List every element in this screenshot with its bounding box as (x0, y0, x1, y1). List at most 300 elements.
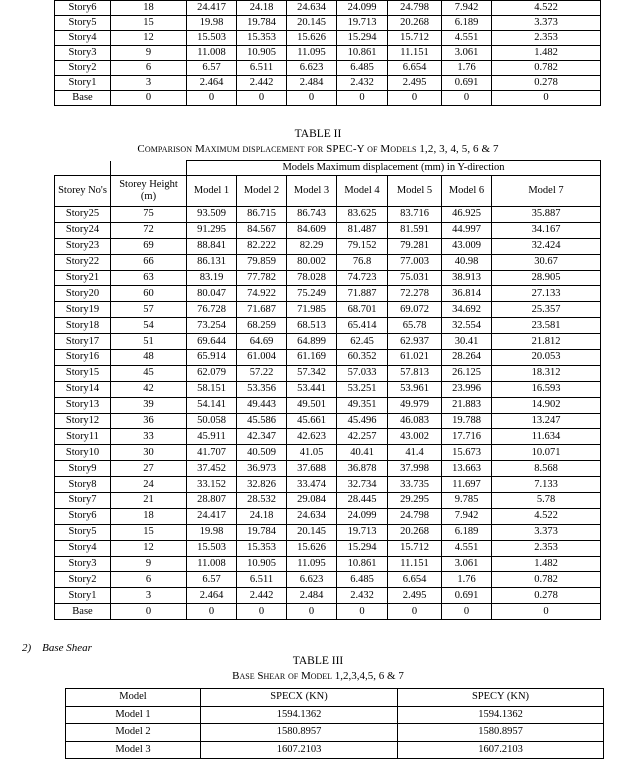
table-cell: 0 (111, 91, 187, 106)
column-header: Model 7 (492, 176, 601, 207)
table-cell: Story3 (55, 46, 111, 61)
table-cell: 68.513 (287, 318, 337, 334)
table-cell: 34.692 (442, 302, 492, 318)
table-row (55, 365, 601, 381)
table-cell: 1607.2103 (398, 741, 604, 759)
table-cell: 49.501 (287, 397, 337, 413)
displacement-table-spec-y (54, 160, 601, 620)
table-cell: 72.278 (388, 286, 442, 302)
table-cell: 45 (111, 365, 187, 381)
table-cell: 2.464 (187, 588, 237, 604)
table-cell: 15.294 (337, 540, 388, 556)
table-cell: Model 3 (66, 741, 201, 759)
table-cell: 43.009 (442, 238, 492, 254)
table-cell: 0.691 (442, 588, 492, 604)
table-cell: 48 (111, 350, 187, 366)
section-heading: 2) Base Shear (22, 642, 92, 654)
table-cell: 32.424 (492, 238, 601, 254)
table-cell: 57.033 (337, 365, 388, 381)
table-cell: 24.18 (237, 508, 287, 524)
table-cell: 18.312 (492, 365, 601, 381)
table-cell: 58.151 (187, 381, 237, 397)
table-cell: 27 (111, 461, 187, 477)
table-cell: 20.145 (287, 16, 337, 31)
table-cell: 1.482 (492, 556, 601, 572)
table-cell: 36.973 (237, 461, 287, 477)
table-row (55, 477, 601, 493)
table-cell: 1594.1362 (201, 706, 398, 724)
table-cell: 6.654 (388, 572, 442, 588)
table-cell: Story2 (55, 572, 111, 588)
table-cell: 26.125 (442, 365, 492, 381)
table-cell: 0.782 (492, 572, 601, 588)
table-cell: 33.735 (388, 477, 442, 493)
table-cell: 36.814 (442, 286, 492, 302)
table-cell: 0 (287, 604, 337, 620)
table-cell: 6.57 (187, 572, 237, 588)
table-cell: 11.095 (287, 556, 337, 572)
table-cell: 15.353 (237, 31, 287, 46)
table-cell: 57.22 (237, 365, 287, 381)
table-cell: 2.495 (388, 76, 442, 91)
table-cell: 34.167 (492, 222, 601, 238)
table-cell: 54 (111, 318, 187, 334)
table-cell: Story11 (55, 429, 111, 445)
table-cell: 79.281 (388, 238, 442, 254)
table-cell: 9.785 (442, 493, 492, 509)
group-header: Models Maximum displacement (mm) in Y-direction (187, 161, 601, 176)
table-cell: 61.021 (388, 350, 442, 366)
table-cell: 12 (111, 31, 187, 46)
table-cell: 53.251 (337, 381, 388, 397)
table-cell: 28.532 (237, 493, 287, 509)
table-cell: 5.78 (492, 493, 601, 509)
table-cell: 51 (111, 334, 187, 350)
table-cell: 39 (111, 397, 187, 413)
table-cell: 65.78 (388, 318, 442, 334)
table-cell: 19.788 (442, 413, 492, 429)
table-cell: 65.914 (187, 350, 237, 366)
table-cell: Story20 (55, 286, 111, 302)
table-cell: 8.568 (492, 461, 601, 477)
table-cell: 2.432 (337, 588, 388, 604)
table-cell: Story6 (55, 508, 111, 524)
table-cell: 6.57 (187, 61, 237, 76)
table-cell: 3.061 (442, 46, 492, 61)
table-cell: 4.522 (492, 508, 601, 524)
table-cell: 13.247 (492, 413, 601, 429)
table-row (66, 741, 604, 759)
table-3-title: Base Shear of Model 1,2,3,4,5, 6 & 7 (232, 670, 404, 682)
table-cell: Story5 (55, 524, 111, 540)
table-2-title: Comparison Maximum displacement for SPEC-Y of Models 1,2, 3, 4, 5, 6 & 7 (137, 143, 499, 155)
table-cell: 18 (111, 1, 187, 16)
table-cell: 61.169 (287, 350, 337, 366)
table-cell: 12 (111, 540, 187, 556)
table-cell: 36 (111, 413, 187, 429)
table-cell: Story4 (55, 31, 111, 46)
table-cell: 69 (111, 238, 187, 254)
table-cell: 54.141 (187, 397, 237, 413)
table-cell: 24.18 (237, 1, 287, 16)
table-cell: Story13 (55, 397, 111, 413)
table-cell: 15.503 (187, 31, 237, 46)
table-row (55, 318, 601, 334)
table-cell: Story3 (55, 556, 111, 572)
table-cell: 4.551 (442, 540, 492, 556)
table-cell: 32.826 (237, 477, 287, 493)
table-cell: 15 (111, 16, 187, 31)
table-cell: 11.151 (388, 46, 442, 61)
table-cell: 19.784 (237, 16, 287, 31)
table-cell: 19.713 (337, 16, 388, 31)
table-cell: 0 (187, 91, 237, 106)
table-row (55, 286, 601, 302)
table-cell: Story1 (55, 76, 111, 91)
table-cell: 3 (111, 588, 187, 604)
table-cell: 2.495 (388, 588, 442, 604)
table-cell: Model 1 (66, 706, 201, 724)
table-cell: 19.98 (187, 524, 237, 540)
table-row (55, 1, 601, 16)
table-cell: 7.133 (492, 477, 601, 493)
table-cell: 40.509 (237, 445, 287, 461)
table-cell: 81.487 (337, 222, 388, 238)
table-row (55, 556, 601, 572)
table-cell: 0.278 (492, 76, 601, 91)
table-3-label: TABLE III (292, 655, 344, 667)
table-cell: 77.782 (237, 270, 287, 286)
table-cell: 28.445 (337, 493, 388, 509)
table-cell: 11.008 (187, 556, 237, 572)
table-cell: 69.644 (187, 334, 237, 350)
table-cell: Story22 (55, 254, 111, 270)
table-cell: Story25 (55, 207, 111, 223)
table-cell: 1594.1362 (398, 706, 604, 724)
table-cell: 82.29 (287, 238, 337, 254)
table-cell: 21 (111, 493, 187, 509)
table-cell: 6.189 (442, 16, 492, 31)
table-cell: 6.623 (287, 61, 337, 76)
table-cell: 6.623 (287, 572, 337, 588)
table-cell: 15.712 (388, 540, 442, 556)
column-header: Model (66, 689, 201, 707)
table-cell: 6.485 (337, 572, 388, 588)
table-row (66, 724, 604, 742)
table-cell: 68.701 (337, 302, 388, 318)
table-cell: 10.071 (492, 445, 601, 461)
table-cell: Story24 (55, 222, 111, 238)
table-cell: 15 (111, 524, 187, 540)
table-cell: 13.663 (442, 461, 492, 477)
table-cell: 24.099 (337, 508, 388, 524)
table-cell: 6.654 (388, 61, 442, 76)
table-cell: Story6 (55, 1, 111, 16)
table-cell: 45.496 (337, 413, 388, 429)
table-cell: 76.728 (187, 302, 237, 318)
table-cell: 0 (442, 604, 492, 620)
table-row (55, 604, 601, 620)
table-cell: 20.145 (287, 524, 337, 540)
table-cell: 88.841 (187, 238, 237, 254)
table-cell: 44.997 (442, 222, 492, 238)
table-cell: 42.257 (337, 429, 388, 445)
table-cell: 2.432 (337, 76, 388, 91)
table-cell: 68.259 (237, 318, 287, 334)
table-cell: 28.807 (187, 493, 237, 509)
table-cell: 46.083 (388, 413, 442, 429)
table-cell: 6.189 (442, 524, 492, 540)
table-row (55, 524, 601, 540)
table-cell: 79.859 (237, 254, 287, 270)
table-row (55, 270, 601, 286)
table-cell: 0 (442, 91, 492, 106)
table-cell: 1607.2103 (201, 741, 398, 759)
table-cell: 0.278 (492, 588, 601, 604)
table-cell: 75 (111, 207, 187, 223)
table-cell: 40.98 (442, 254, 492, 270)
column-header: Model 1 (187, 176, 237, 207)
table-cell: 83.716 (388, 207, 442, 223)
table-row (55, 493, 601, 509)
table-cell: 77.003 (388, 254, 442, 270)
table-cell: 57.342 (287, 365, 337, 381)
table-cell: Base (55, 604, 111, 620)
table-cell: 75.031 (388, 270, 442, 286)
table-cell: 11.697 (442, 477, 492, 493)
table-cell: 79.152 (337, 238, 388, 254)
table-cell: 32.734 (337, 477, 388, 493)
table-cell: Story14 (55, 381, 111, 397)
table-row (55, 397, 601, 413)
table-cell: Story9 (55, 461, 111, 477)
table-cell: 19.98 (187, 16, 237, 31)
table-cell: Story7 (55, 493, 111, 509)
table-cell: 3 (111, 76, 187, 91)
table-cell: 37.998 (388, 461, 442, 477)
table-cell: 76.8 (337, 254, 388, 270)
table-cell: 10.861 (337, 46, 388, 61)
table-cell: 62.937 (388, 334, 442, 350)
table-cell: 9 (111, 46, 187, 61)
table-cell: 0 (388, 604, 442, 620)
table-cell: 21.883 (442, 397, 492, 413)
table-cell: 40.41 (337, 445, 388, 461)
table-cell: 43.002 (388, 429, 442, 445)
table-cell: 36.878 (337, 461, 388, 477)
table-row (55, 508, 601, 524)
table-cell: 6 (111, 572, 187, 588)
table-cell: 20.053 (492, 350, 601, 366)
table-cell: 24 (111, 477, 187, 493)
table-cell: 3.061 (442, 556, 492, 572)
table-cell: Story8 (55, 477, 111, 493)
table-cell: 1580.8957 (398, 724, 604, 742)
table-row (55, 76, 601, 91)
table-cell: 93.509 (187, 207, 237, 223)
table-cell: 42.623 (287, 429, 337, 445)
table-cell: Story21 (55, 270, 111, 286)
table-row (55, 61, 601, 76)
table-cell: 49.351 (337, 397, 388, 413)
table-cell: 33.474 (287, 477, 337, 493)
table-cell: 2.353 (492, 540, 601, 556)
table-cell: 78.028 (287, 270, 337, 286)
table-cell: 6.511 (237, 572, 287, 588)
table-cell: 30.67 (492, 254, 601, 270)
table-cell: Story4 (55, 540, 111, 556)
table-cell: 20.268 (388, 524, 442, 540)
table-row (66, 706, 604, 724)
table-cell: 63 (111, 270, 187, 286)
table-cell: 35.887 (492, 207, 601, 223)
table-cell: 49.979 (388, 397, 442, 413)
table-cell: 86.131 (187, 254, 237, 270)
table-cell: Story23 (55, 238, 111, 254)
table-cell: 24.798 (388, 508, 442, 524)
table-cell: 4.551 (442, 31, 492, 46)
table-cell: 2.442 (237, 588, 287, 604)
table-cell: 74.922 (237, 286, 287, 302)
table-row (55, 238, 601, 254)
table-cell: 2.442 (237, 76, 287, 91)
table-cell: 57.813 (388, 365, 442, 381)
table-cell: 57 (111, 302, 187, 318)
table-cell: 32.554 (442, 318, 492, 334)
table-cell: 0 (388, 91, 442, 106)
table-cell: 27.133 (492, 286, 601, 302)
table-cell: 81.591 (388, 222, 442, 238)
table-cell: Story1 (55, 588, 111, 604)
table-cell: 66 (111, 254, 187, 270)
table-cell: 24.798 (388, 1, 442, 16)
table-cell: 23.996 (442, 381, 492, 397)
table-cell: 82.222 (237, 238, 287, 254)
table-cell: 23.581 (492, 318, 601, 334)
table-cell: 64.899 (287, 334, 337, 350)
table-cell: 0 (287, 91, 337, 106)
continued-displacement-table (54, 0, 601, 106)
table-row (55, 540, 601, 556)
table-cell: 3.373 (492, 16, 601, 31)
table-cell: 15.294 (337, 31, 388, 46)
table-cell: 41.4 (388, 445, 442, 461)
table-cell: Story17 (55, 334, 111, 350)
table-cell: 62.45 (337, 334, 388, 350)
table-row (55, 572, 601, 588)
table-cell: 24.099 (337, 1, 388, 16)
table-cell: 16.593 (492, 381, 601, 397)
table-cell: 1.482 (492, 46, 601, 61)
table-cell: 41.707 (187, 445, 237, 461)
table-cell: 10.905 (237, 556, 287, 572)
table-row (55, 302, 601, 318)
table-cell: 75.249 (287, 286, 337, 302)
table-cell: 42 (111, 381, 187, 397)
table-cell: 0 (237, 91, 287, 106)
table-cell: 7.942 (442, 1, 492, 16)
table-cell: Story18 (55, 318, 111, 334)
table-cell: 15.626 (287, 540, 337, 556)
table-cell: Model 2 (66, 724, 201, 742)
table-cell: 30 (111, 445, 187, 461)
table-cell: 25.357 (492, 302, 601, 318)
table-cell: 69.072 (388, 302, 442, 318)
table-cell: Story15 (55, 365, 111, 381)
table-cell: 37.688 (287, 461, 337, 477)
table-cell: 53.961 (388, 381, 442, 397)
table-cell: Story10 (55, 445, 111, 461)
table-row (55, 445, 601, 461)
table-cell: 83.19 (187, 270, 237, 286)
table-cell: 30.41 (442, 334, 492, 350)
table-cell: 38.913 (442, 270, 492, 286)
column-header: SPECX (KN) (201, 689, 398, 707)
table-cell: 62.079 (187, 365, 237, 381)
table-cell: 11.634 (492, 429, 601, 445)
table-cell: 42.347 (237, 429, 287, 445)
table-row (55, 16, 601, 31)
table-cell: 84.567 (237, 222, 287, 238)
table-cell: 3.373 (492, 524, 601, 540)
table-cell: 10.861 (337, 556, 388, 572)
table-cell: 0 (237, 604, 287, 620)
table-row (55, 413, 601, 429)
table-cell: 4.522 (492, 1, 601, 16)
table-cell: 49.443 (237, 397, 287, 413)
table-cell: 6 (111, 61, 187, 76)
table-row (55, 254, 601, 270)
table-cell: 24.634 (287, 508, 337, 524)
table-cell: 53.441 (287, 381, 337, 397)
table-cell: 19.784 (237, 524, 287, 540)
column-header: Model 3 (287, 176, 337, 207)
table-cell: 37.452 (187, 461, 237, 477)
table-cell: 1580.8957 (201, 724, 398, 742)
table-row (55, 31, 601, 46)
table-row (55, 588, 601, 604)
table-cell: 24.417 (187, 508, 237, 524)
table-cell: 28.905 (492, 270, 601, 286)
table-cell: 0.691 (442, 76, 492, 91)
table-cell: 15.353 (237, 540, 287, 556)
table-cell: 1.76 (442, 61, 492, 76)
table-cell: Story5 (55, 16, 111, 31)
table-cell: 11.008 (187, 46, 237, 61)
table-cell: 11.151 (388, 556, 442, 572)
column-header: Model 4 (337, 176, 388, 207)
table-cell: 14.902 (492, 397, 601, 413)
table-cell: 53.356 (237, 381, 287, 397)
table-cell: 7.942 (442, 508, 492, 524)
table-cell: 0 (111, 604, 187, 620)
table-row (55, 334, 601, 350)
table-cell: 73.254 (187, 318, 237, 334)
table-cell: 86.743 (287, 207, 337, 223)
table-cell: 2.484 (287, 588, 337, 604)
table-cell: 64.69 (237, 334, 287, 350)
table-row (55, 461, 601, 477)
table-cell: 61.004 (237, 350, 287, 366)
table-cell: 28.264 (442, 350, 492, 366)
table-cell: 0 (187, 604, 237, 620)
column-header: Storey Height (m) (111, 176, 187, 207)
table-cell: Story19 (55, 302, 111, 318)
table-cell: 20.268 (388, 16, 442, 31)
table-cell: 18 (111, 508, 187, 524)
table-cell: 6.485 (337, 61, 388, 76)
column-header: Model 5 (388, 176, 442, 207)
